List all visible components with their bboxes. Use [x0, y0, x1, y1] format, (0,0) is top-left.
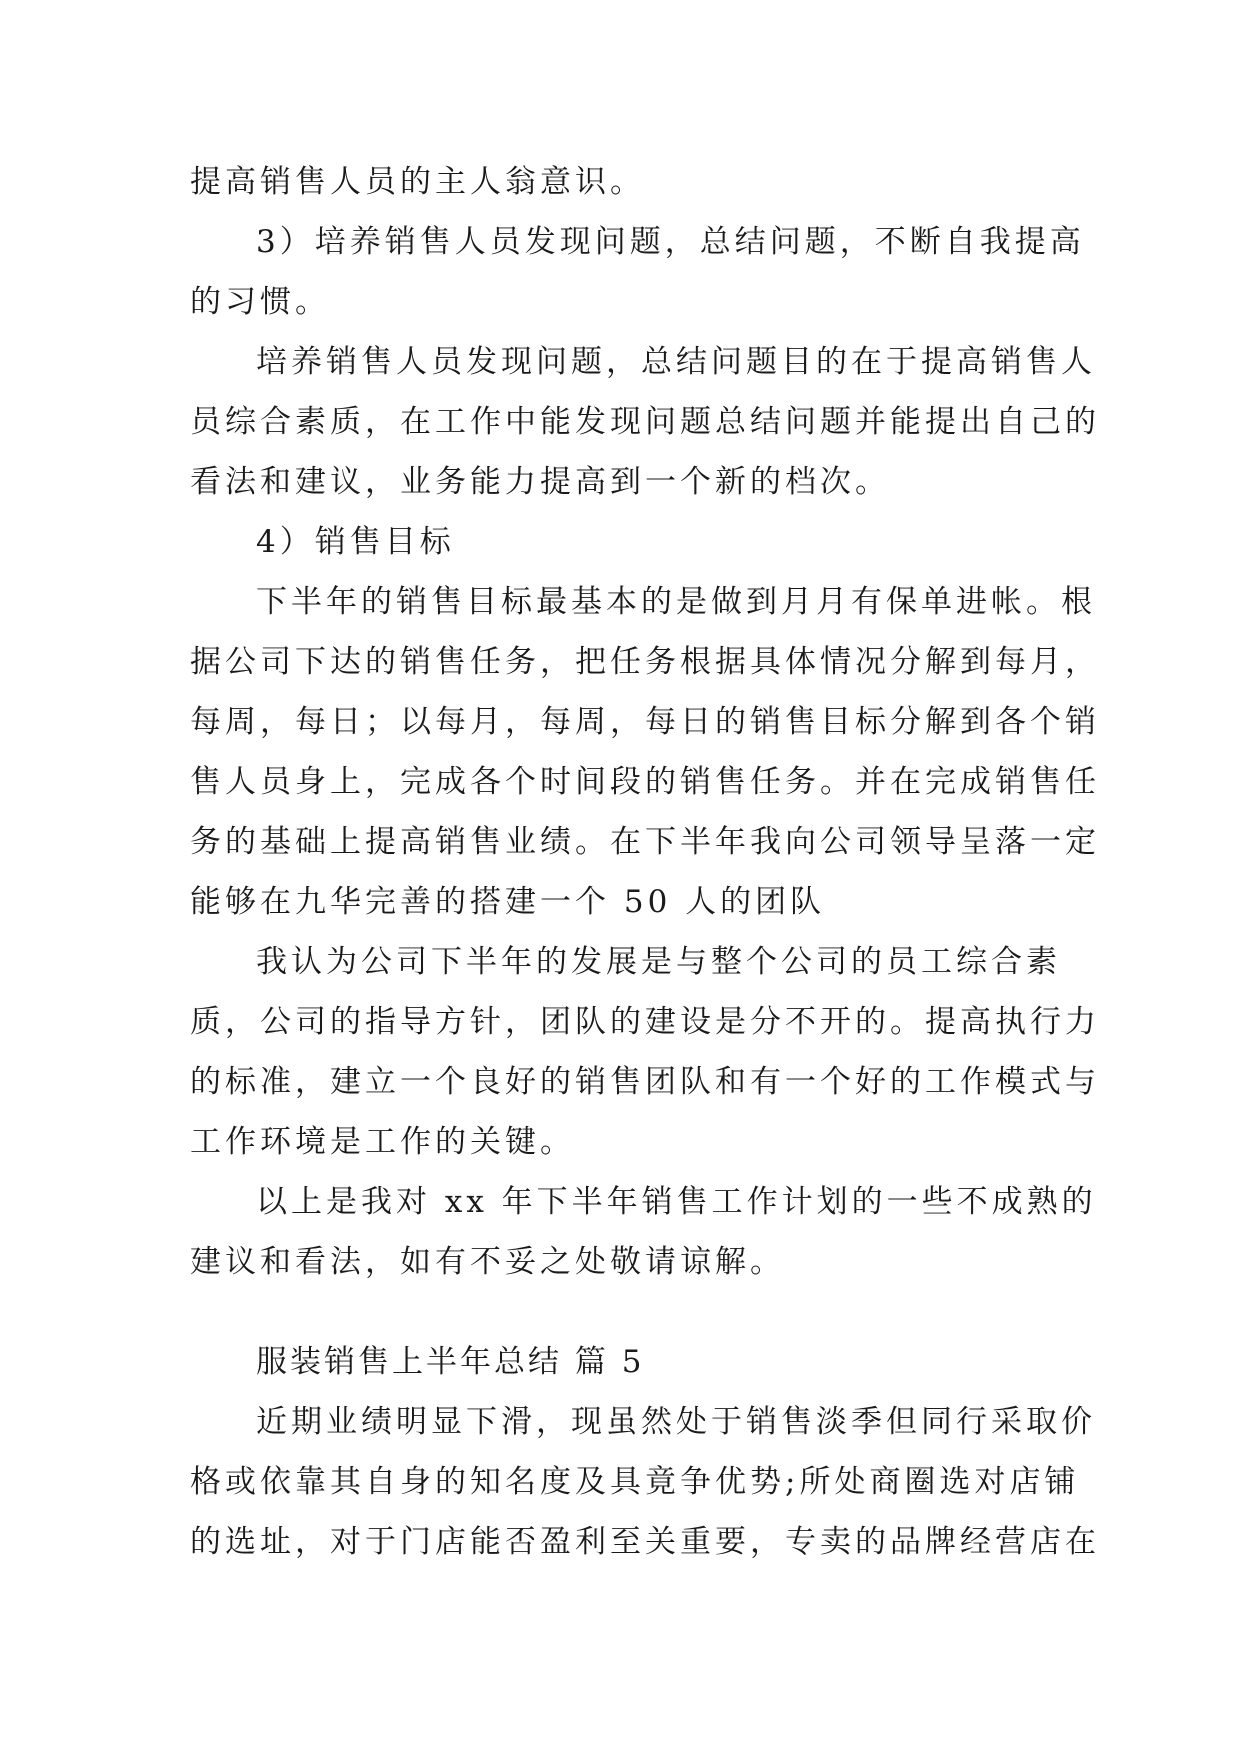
text-line-11: 售人员身上，完成各个时间段的销售任务。并在完成销售任 [190, 764, 1100, 800]
text-line-8: 下半年的销售目标最基本的是做到月月有保单进帐。根 [256, 584, 1096, 620]
text-line-3: 的习惯。 [190, 284, 330, 320]
text-line-15: 质，公司的指导方针，团队的建设是分不开的。提高执行力 [190, 1004, 1100, 1040]
text-line-19: 建议和看法，如有不妥之处敬请谅解。 [190, 1244, 785, 1280]
section-heading: 服装销售上半年总结 篇 5 [256, 1344, 645, 1380]
text-line-14: 我认为公司下半年的发展是与整个公司的员工综合素 [256, 944, 1061, 980]
text-line-21: 近期业绩明显下滑，现虽然处于销售淡季但同行采取价 [256, 1404, 1096, 1440]
text-line-4: 培养销售人员发现问题，总结问题目的在于提高销售人 [256, 344, 1096, 380]
text-line-9: 据公司下达的销售任务，把任务根据具体情况分解到每月， [190, 644, 1100, 680]
text-line-6: 看法和建议，业务能力提高到一个新的档次。 [190, 464, 890, 500]
text-line-12: 务的基础上提高销售业绩。在下半年我向公司领导呈落一定 [190, 824, 1100, 860]
text-line-7: 4）销售目标 [256, 524, 455, 560]
text-line-18: 以上是我对 xx 年下半年销售工作计划的一些不成熟的 [256, 1184, 1097, 1220]
text-line-22: 格或依靠其自身的知名度及具竟争优势;所处商圈选对店铺 [190, 1464, 1080, 1500]
text-line-23: 的选址，对于门店能否盈利至关重要，专卖的品牌经营店在 [190, 1524, 1100, 1560]
text-line-5: 员综合素质，在工作中能发现问题总结问题并能提出自己的 [190, 404, 1100, 440]
text-line-1: 提高销售人员的主人翁意识。 [190, 164, 645, 200]
text-line-16: 的标准，建立一个良好的销售团队和有一个好的工作模式与 [190, 1064, 1100, 1100]
text-line-17: 工作环境是工作的关键。 [190, 1124, 575, 1160]
text-line-10: 每周，每日；以每月，每周，每日的销售目标分解到各个销 [190, 704, 1100, 740]
text-line-13: 能够在九华完善的搭建一个 50 人的团队 [190, 884, 826, 920]
text-line-2: 3）培养销售人员发现问题，总结问题，不断自我提高 [256, 224, 1085, 260]
